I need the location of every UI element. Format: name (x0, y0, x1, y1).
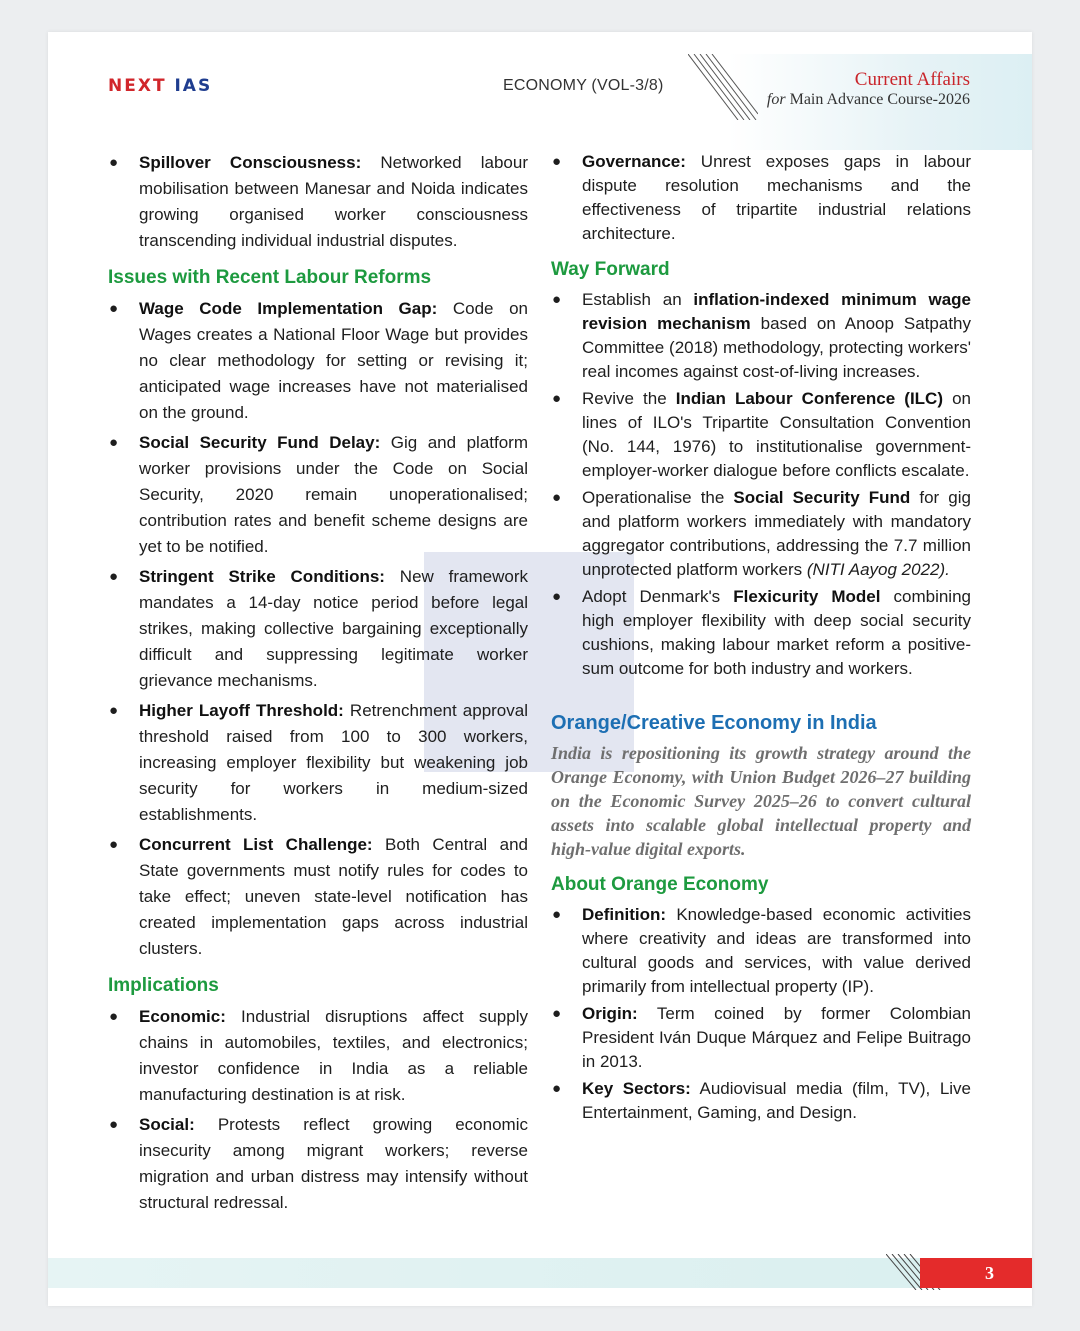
bullet-icon: ● (109, 434, 119, 451)
bullet-item: ● Establish an inflation-indexed minimum wage revision mechanism based on Anoop Satpathy Committee (2018) methodology, protecting workers' real incomes against cost-of-living increases. (552, 290, 971, 381)
bullet-item: ● Adopt Denmark's Flexicurity Model combining high employer flexibility with deep social security cushions, making labour market reform a positive-sum outcome for both industry and workers. (552, 587, 971, 678)
bullet-icon: ● (109, 1116, 119, 1133)
footer-band (48, 1258, 1032, 1288)
bullet-item: ● Wage Code Implementation Gap: Code on Wages creates a National Floor Wage but provides no clear methodology for setting or revising it; anticipated wage increases have not materialised on the ground. (108, 296, 528, 426)
issues-heading: Issues with Recent Labour Reforms (108, 267, 432, 288)
bullet-item: ● Social: Protests reflect growing economic insecurity among migrant workers; reverse migration and urban distress may intensify without structural redressal. (108, 1112, 528, 1216)
header-hatch-decoration (688, 54, 758, 120)
left-column (108, 150, 528, 1220)
right-column (551, 150, 971, 1128)
bullet-icon: ● (552, 153, 562, 170)
bullet-icon: ● (552, 1005, 562, 1022)
page-number: 3 (985, 1263, 994, 1283)
bullet-icon: ● (552, 489, 562, 506)
bullet-item: ● Operationalise the Social Security Fund for gig and platform workers immediately with mandatory aggregator contributions, addressing the 7.7 million unprotected platform workers (NITI Aayog 2022). (552, 488, 971, 579)
bullet-icon: ● (109, 702, 119, 719)
bullet-item: ● Key Sectors: Audiovisual media (film, TV), Live Entertainment, Gaming, and Design. (552, 1079, 971, 1122)
bullet-icon: ● (109, 300, 119, 317)
bullet-item: ● Concurrent List Challenge: Both Central and State governments must notify rules for codes to take effect; uneven state-level notification has created implementation gaps across industrial clusters. (108, 832, 528, 962)
bullet-item: ● Spillover Consciousness: Networked labour mobilisation between Manesar and Noida indicates growing organised worker consciousness transcending individual industrial disputes. (108, 150, 528, 254)
bullet-icon: ● (552, 390, 562, 407)
bullet-icon: ● (109, 1008, 119, 1025)
volume-title: ECONOMY (VOL-3/8) (503, 77, 664, 94)
bullet-item: ● Revive the Indian Labour Conference (ILC) on lines of ILO's Tripartite Consultation Convention (No. 144, 1976) to institutionalise government-employer-worker dialogue before conflicts escalate. (552, 389, 971, 480)
orange-economy-intro: India is repositioning its growth strategy around the Orange Economy, with Union Budget 2026–27 building on the Economic Survey 2025–26 to convert cultural assets into scalable global intellectual property and high-value digital exports. (551, 743, 971, 859)
way-forward-heading: Way Forward (551, 259, 670, 280)
bullet-icon: ● (109, 568, 119, 585)
current-affairs-title: Current Affairs (854, 69, 970, 90)
bullet-item: ● Definition: Knowledge-based economic activities where creativity and ideas are transformed into cultural goods and services, with value derived primarily from intellectual property (IP). (552, 905, 971, 996)
course-subtitle: for Main Advance Course-2026 (766, 91, 970, 108)
bullet-icon: ● (552, 291, 562, 308)
bullet-icon: ● (552, 1080, 562, 1097)
bullet-item: ● Social Security Fund Delay: Gig and platform worker provisions under the Code on Social Security, 2020 remain unoperationalised; contribution rates and benefit scheme designs are yet to be notified. (108, 430, 528, 560)
bullet-icon: ● (109, 836, 119, 853)
bullet-icon: ● (552, 588, 562, 605)
bullet-icon: ● (109, 154, 119, 171)
bullet-item: ● Higher Layoff Threshold: Retrenchment approval threshold raised from 100 to 300 workers, increasing employer flexibility but weakening job security for workers in medium-sized establishments. (108, 698, 528, 828)
bullet-item: ● Stringent Strike Conditions: New framework mandates a 14-day notice period before legal strikes, making collective bargaining exceptionally difficult and suppressing legitimate worker grievance mechanisms. (108, 564, 528, 694)
next-ias-logo: NEXT IAS (108, 76, 213, 96)
implications-heading: Implications (108, 975, 219, 996)
document-page (48, 32, 1032, 1306)
orange-economy-heading: Orange/Creative Economy in India (551, 712, 877, 734)
bullet-item: ● Economic: Industrial disruptions affect supply chains in automobiles, textiles, and electronics; investor confidence in India as a reliable manufacturing destination is at risk. (108, 1004, 528, 1108)
bullet-item: ● Governance: Unrest exposes gaps in labour dispute resolution mechanisms and the effectiveness of tripartite industrial relations architecture. (552, 152, 971, 243)
bullet-icon: ● (552, 906, 562, 923)
page-number-tab (920, 1258, 1032, 1288)
bullet-item: ● Origin: Term coined by former Colombian President Iván Duque Márquez and Felipe Buitrago in 2013. (552, 1004, 971, 1071)
about-orange-heading: About Orange Economy (551, 874, 769, 895)
